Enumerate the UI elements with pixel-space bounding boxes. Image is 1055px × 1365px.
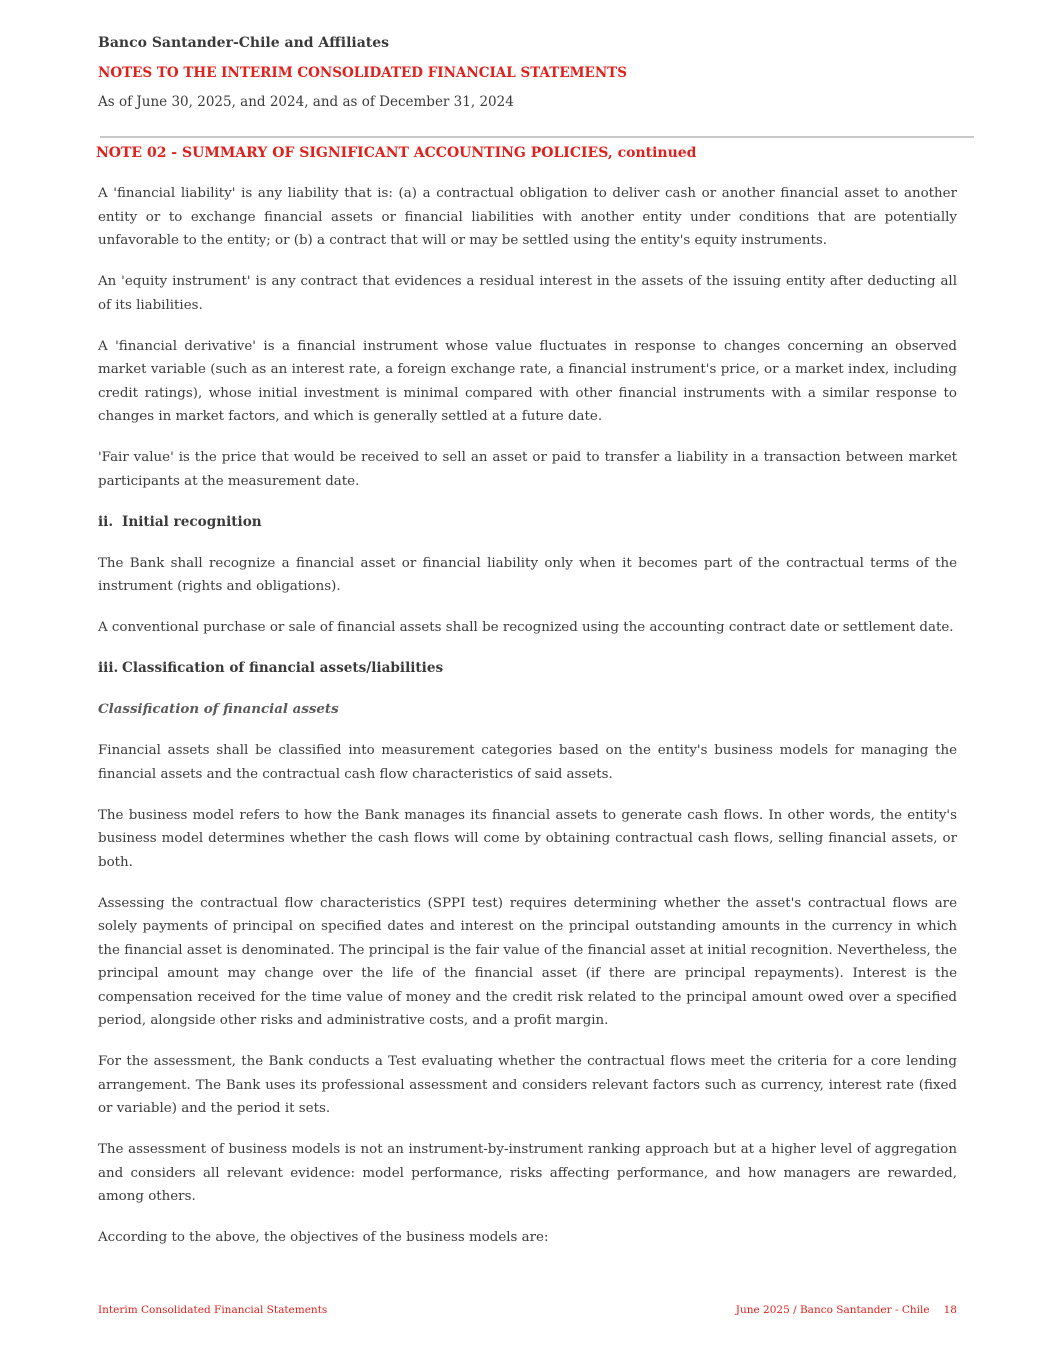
section-title: Initial recognition <box>122 513 262 530</box>
page-header <box>98 33 958 112</box>
section-heading-classification <box>98 657 957 681</box>
paragraph-business-model-assessment: The assessment of business models is not an instrument-by-instrument ranking approach but at a higher level of aggregation and considers all relevant evidence: model performance, risks affecting performance, and how managers are rewarded, among others. <box>98 1142 957 1204</box>
reporting-date: As of June 30, 2025, and 2024, and as of December 31, 2024 <box>98 94 514 110</box>
page-number: 18 <box>943 1304 957 1316</box>
note-heading: NOTE 02 - SUMMARY OF SIGNIFICANT ACCOUNTING POLICIES, continued <box>96 145 697 161</box>
paragraph-conventional-purchase: A conventional purchase or sale of financial assets shall be recognized using the accounting contract date or settlement date. <box>98 620 954 635</box>
paragraph-recognition: The Bank shall recognize a financial asset or financial liability only when it becomes part of the contractual terms of the instrument (rights and obligations). <box>98 555 957 594</box>
paragraph-equity-instrument: An 'equity instrument' is any contract that evidences a residual interest in the assets of the issuing entity after deducting all of its liabilities. <box>98 274 957 313</box>
document-title: NOTES TO THE INTERIM CONSOLIDATED FINANCIAL STATEMENTS <box>98 65 627 81</box>
paragraph-financial-liability: A 'financial liability' is any liability that is: (a) a contractual obligation to deliver cash or another financial asset to another entity or to exchange financial assets or financial liabilities with another entity under conditions that are potentially unfavorable to the entity; or (b) a contract that will or may be settled using the entity's equity instruments. <box>98 186 957 248</box>
document-body <box>98 182 957 1267</box>
section-number: ii. <box>98 513 114 530</box>
paragraph-fair-value: 'Fair value' is the price that would be received to sell an asset or paid to transfer a liability in a transaction between market participants at the measurement date. <box>98 450 957 489</box>
section-title: Classification of financial assets/liabilities <box>122 660 444 676</box>
footer-period-label: June 2025 / Banco Santander - Chile <box>735 1304 930 1316</box>
page-footer <box>98 1302 957 1318</box>
paragraph-assessment: For the assessment, the Bank conducts a Test evaluating whether the contractual flows meet the criteria for a core lending arrangement. The Bank uses its professional assessment and considers relevant factors such as currency, interest rate (fixed or variable) and the period it sets. <box>98 1054 957 1116</box>
footer-right <box>736 1302 957 1318</box>
subheading-classification-financial-assets: Classification of financial assets <box>98 701 339 717</box>
paragraph-financial-derivative: A 'financial derivative' is a financial instrument whose value fluctuates in response to changes concerning an observed market variable (such as an interest rate, a foreign exchange rate, a financial instrument's price, or a market index, including credit ratings), whose initial investment is minimal compared with other financial instruments with a similar response to changes in market factors, and which is generally settled at a future date. <box>98 338 957 424</box>
paragraph-sppi-test: Assessing the contractual flow characteristics (SPPI test) requires determining whether the asset's contractual flows are solely payments of principal on specified dates and interest on the principal outstanding amounts in the currency in which the financial asset is denominated. The principal is the fair value of the financial asset at initial recognition. Nevertheless, the principal amount may change over the life of the financial asset (if there are principal repayments). Interest is the compensation received for the time value of money and the credit risk related to the principal amount owed over a specified period, alongside other risks and administrative costs, and a profit margin. <box>98 895 957 1028</box>
footer-document-name: Interim Consolidated Financial Statements <box>98 1304 328 1316</box>
paragraph-objectives: According to the above, the objectives of the business models are: <box>98 1230 549 1245</box>
header-divider <box>100 136 974 138</box>
paragraph-business-model: The business model refers to how the Bank manages its financial assets to generate cash flows. In other words, the entity's business model determines whether the cash flows will come by obtaining contractual cash flows, selling financial assets, or both. <box>98 807 957 870</box>
company-name: Banco Santander-Chile and Affiliates <box>98 35 390 51</box>
section-heading-initial-recognition <box>98 511 957 535</box>
paragraph-measurement-categories: Financial assets shall be classified into measurement categories based on the entity's business models for managing the financial assets and the contractual cash flow characteristics of said assets. <box>98 743 957 782</box>
section-number: iii. <box>98 660 119 676</box>
